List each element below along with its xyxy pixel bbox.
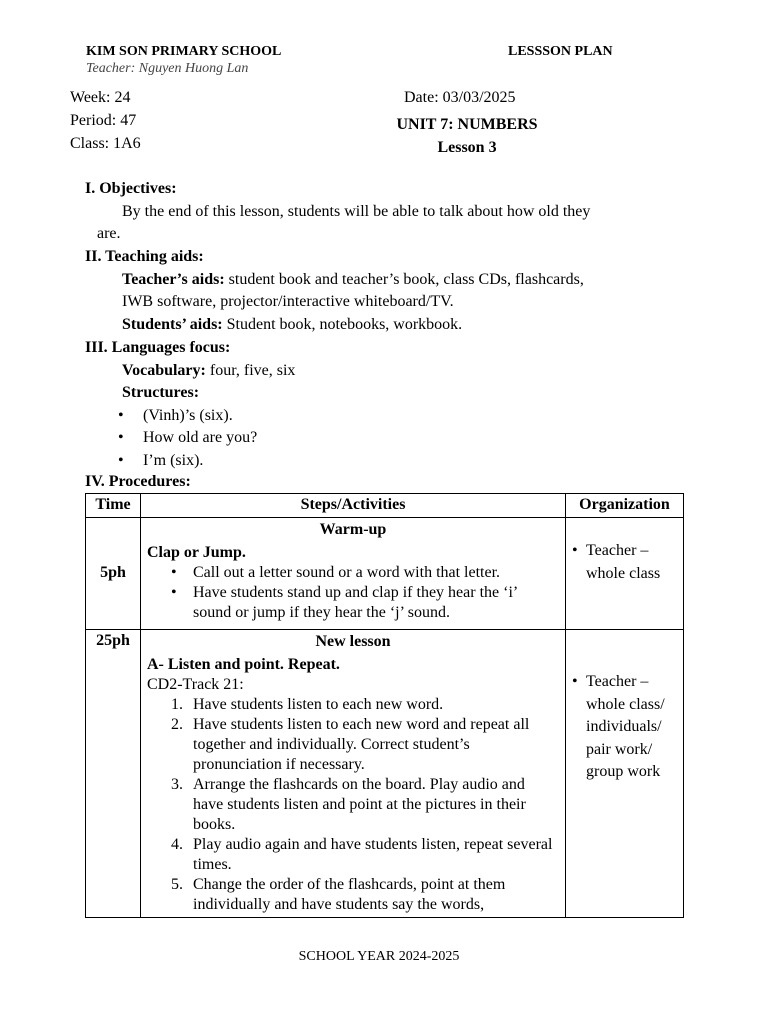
list-item: • (Vinh)’s (six). bbox=[85, 405, 685, 428]
list-item: • I’m (six). bbox=[85, 450, 685, 473]
section-title: Warm-up bbox=[319, 521, 387, 538]
steps-cell bbox=[141, 630, 566, 918]
procedures-heading: IV. Procedures: bbox=[85, 473, 191, 490]
students-aids bbox=[85, 314, 685, 337]
time-cell bbox=[86, 518, 141, 630]
teacher-aids-text-1: student book and teacher’s book, class CDs, flashcards, bbox=[224, 270, 584, 288]
step-text: Change the order of the flashcards, point at them individually and have students say the words, bbox=[193, 876, 506, 913]
teacher-name: Teacher: Nguyen Huong Lan bbox=[86, 61, 249, 76]
language-focus-section bbox=[85, 337, 685, 472]
activity-bullets bbox=[147, 563, 559, 623]
table-header-row bbox=[86, 494, 684, 518]
activity-title: A- Listen and point. Repeat. bbox=[147, 656, 340, 673]
organization-line: pair work/ bbox=[586, 740, 653, 758]
date: Date: 03/03/2025 bbox=[404, 89, 516, 106]
table-row bbox=[86, 630, 684, 918]
column-header-organization: Organization bbox=[566, 494, 684, 518]
step-number: 3. bbox=[171, 776, 183, 793]
steps-cell bbox=[141, 518, 566, 630]
list-item bbox=[147, 835, 559, 875]
teacher-aids-label: Teacher’s aids: bbox=[122, 270, 225, 288]
organization-line: whole class bbox=[586, 564, 661, 582]
step-number: 1. bbox=[171, 696, 183, 713]
vocabulary-label: Vocabulary: bbox=[122, 361, 206, 379]
list-item: • Have students stand up and clap if they hear the ‘i’ sound or jump if they hear the ‘j’ sound. bbox=[147, 583, 559, 623]
lesson-title: Lesson 3 bbox=[437, 139, 497, 156]
list-item bbox=[147, 695, 559, 715]
step-number: 5. bbox=[171, 876, 183, 893]
organization-line: group work bbox=[586, 763, 661, 780]
procedures-table bbox=[85, 493, 684, 918]
students-aids-label: Students’ aids: bbox=[122, 315, 223, 333]
activity-steps bbox=[147, 695, 559, 915]
teaching-aids-heading: II. Teaching aids: bbox=[85, 248, 204, 265]
objectives-heading: I. Objectives: bbox=[85, 180, 177, 197]
step-number: 4. bbox=[171, 836, 183, 853]
table-row bbox=[86, 518, 684, 630]
column-header-steps: Steps/Activities bbox=[141, 494, 566, 518]
language-focus-heading: III. Languages focus: bbox=[85, 339, 231, 356]
time-value: 25ph bbox=[96, 632, 130, 649]
week: Week: 24 bbox=[70, 89, 131, 106]
structures-label: Structures: bbox=[122, 384, 200, 401]
step-text: Have students listen to each new word. bbox=[193, 696, 444, 713]
teacher-aids bbox=[85, 269, 685, 292]
footer-school-year: SCHOOL YEAR 2024-2025 bbox=[298, 949, 460, 964]
activity-title: Clap or Jump. bbox=[147, 544, 246, 561]
vocabulary bbox=[85, 360, 685, 383]
column-header-time: Time bbox=[86, 494, 141, 518]
organization-cell bbox=[566, 630, 684, 918]
list-item bbox=[566, 671, 683, 784]
time-cell bbox=[86, 630, 141, 918]
period: Period: 47 bbox=[70, 112, 137, 129]
list-item: • How old are you? bbox=[85, 427, 685, 450]
step-text: Play audio again and have students listen, repeat several times. bbox=[193, 836, 553, 873]
list-item: • Call out a letter sound or a word with that letter. bbox=[147, 563, 559, 583]
step-text: Arrange the flashcards on the board. Play audio and have students listen and point at the pictures in their books. bbox=[193, 776, 526, 833]
track-label: CD2-Track 21: bbox=[147, 676, 244, 693]
list-item bbox=[147, 715, 559, 775]
students-aids-text: Student book, notebooks, workbook. bbox=[222, 315, 463, 333]
objectives-line-2: are. bbox=[97, 225, 121, 242]
organization-list bbox=[566, 518, 683, 585]
organization-line: whole class/ bbox=[586, 695, 665, 713]
section-title: New lesson bbox=[315, 633, 391, 650]
list-item bbox=[147, 775, 559, 835]
step-number: 2. bbox=[171, 716, 183, 733]
time-value: 5ph bbox=[100, 564, 126, 581]
organization-line: • Teacher – bbox=[586, 673, 649, 690]
document-type: LESSSON PLAN bbox=[508, 44, 613, 59]
teacher-aids-text-2: IWB software, projector/interactive whiteboard/TV. bbox=[122, 293, 454, 310]
vocabulary-text: four, five, six bbox=[205, 361, 296, 379]
organization-cell bbox=[566, 518, 684, 630]
unit-title: UNIT 7: NUMBERS bbox=[396, 116, 538, 133]
structures-list bbox=[85, 405, 685, 473]
objectives-line-1: By the end of this lesson, students will be able to talk about how old they bbox=[122, 202, 591, 220]
list-item bbox=[147, 875, 559, 915]
teaching-aids-section bbox=[85, 246, 685, 336]
organization-line: individuals/ bbox=[586, 718, 662, 735]
school-name: KIM SON PRIMARY SCHOOL bbox=[86, 44, 282, 59]
organization-line: • Teacher – bbox=[586, 542, 649, 559]
list-item bbox=[566, 540, 683, 585]
organization-list bbox=[566, 630, 683, 784]
class: Class: 1A6 bbox=[70, 135, 141, 152]
step-text: Have students listen to each new word and repeat all together and individually. Correct student’s pronunciation if necessary. bbox=[193, 716, 530, 773]
objectives-section bbox=[85, 178, 685, 246]
